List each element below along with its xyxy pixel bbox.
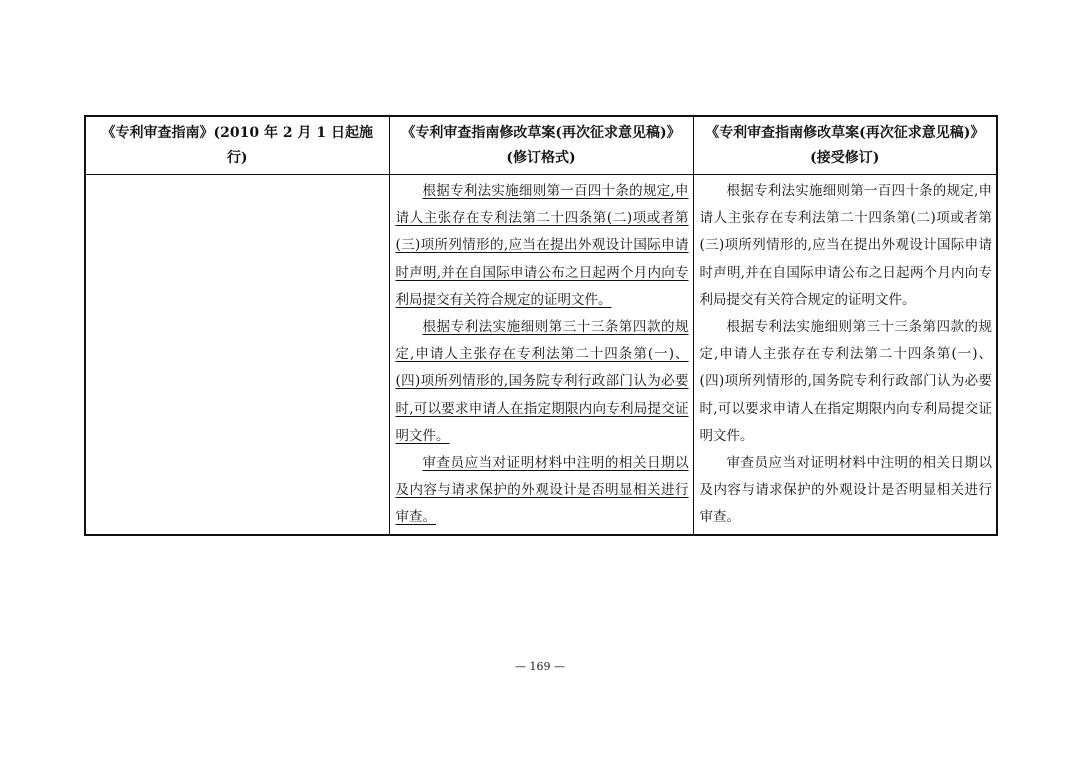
header-original-guideline: 《专利审查指南》(2010 年 2 月 1 日起施行) [85,116,389,175]
header-row [85,116,997,175]
page-number: — 169 — [515,660,565,673]
accepted-paragraph-3: 审查员应当对证明材料中注明的相关日期以及内容与请求保护的外观设计是否明显相关进行审查。 [699,455,992,526]
cell-draft-tracked [389,175,693,535]
table-header [85,116,997,175]
comparison-table [84,115,998,536]
accepted-paragraph-1: 根据专利法实施细则第一百四十条的规定,申请人主张存在专利法第二十四条第(二)项或者第(三)项所列情形的,应当在提出外观设计国际申请时声明,并在自国际申请公布之日起两个月内向专利局提交有关符合规定的证明文件。 [699,183,992,308]
tracked-paragraph-2: 根据专利法实施细则第三十三条第四款的规定,申请人主张存在专利法第二十四条第(一)、(四)项所列情形的,国务院专利行政部门认为必要时,可以要求申请人在指定期限内向专利局提交证明文件。 [395,319,689,444]
header-draft-tracked: 《专利审查指南修改草案(再次征求意见稿)》(修订格式) [389,116,693,175]
table-body [85,175,997,535]
table-row [85,175,997,535]
header-draft-accepted: 《专利审查指南修改草案(再次征求意见稿)》(接受修订) [693,116,997,175]
tracked-paragraph-1: 根据专利法实施细则第一百四十条的规定,申请人主张存在专利法第二十四条第(二)项或者第(三)项所列情形的,应当在提出外观设计国际申请时声明,并在自国际申请公布之日起两个月内向专利局提交有关符合规定的证明文件。 [395,183,689,308]
cell-draft-accepted [693,175,997,535]
tracked-paragraph-3: 审查员应当对证明材料中注明的相关日期以及内容与请求保护的外观设计是否明显相关进行审查。 [395,455,689,526]
accepted-paragraph-2: 根据专利法实施细则第三十三条第四款的规定,申请人主张存在专利法第二十四条第(一)、(四)项所列情形的,国务院专利行政部门认为必要时,可以要求申请人在指定期限内向专利局提交证明文件。 [699,319,992,444]
cell-original-guideline [85,175,389,535]
